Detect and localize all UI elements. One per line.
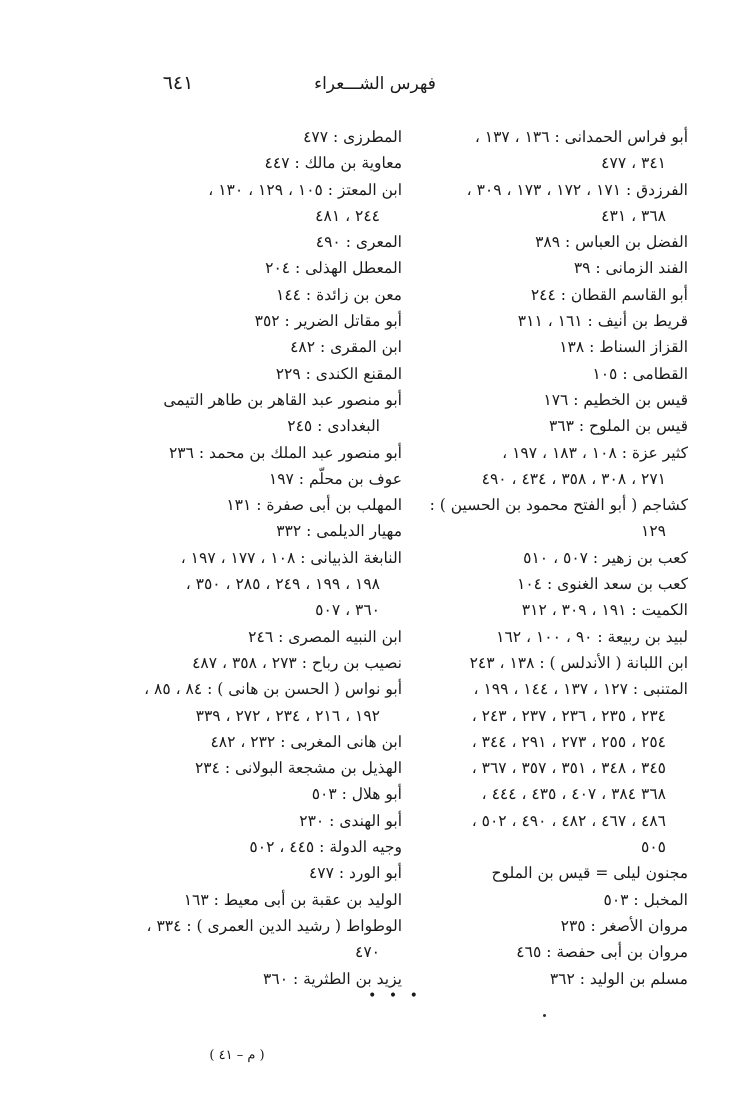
index-entry bbox=[110, 518, 402, 544]
entry-continuation-line: البغدادى : ٢٤٥ bbox=[287, 417, 380, 436]
entry-line: أبو هلال : ٥٠٣ bbox=[311, 785, 402, 804]
entry-line: أبو منصور عبد القاهر بن طاهر التيمى bbox=[163, 390, 402, 409]
index-entry bbox=[396, 229, 688, 255]
index-entry bbox=[110, 624, 402, 650]
index-entry bbox=[396, 177, 688, 230]
entry-continuation-line: ١٢٩ bbox=[641, 522, 666, 541]
index-entry bbox=[396, 624, 688, 650]
entry-line: عوف بن محلّم : ١٩٧ bbox=[268, 469, 402, 488]
index-entry bbox=[110, 255, 402, 281]
right-column bbox=[396, 124, 688, 992]
index-entry bbox=[396, 597, 688, 623]
entry-line: قيس بن الملوح : ٣٦٣ bbox=[548, 417, 688, 436]
page-number: ٦٤١ bbox=[162, 72, 194, 94]
index-entry bbox=[396, 492, 688, 545]
index-entry bbox=[396, 913, 688, 939]
index-entry bbox=[110, 177, 402, 230]
index-entry bbox=[396, 282, 688, 308]
entry-continuation-line: ٣٦٠ ، ٥٠٧ bbox=[315, 601, 380, 620]
entry-continuation-line: ١٩٢ ، ٢١٦ ، ٢٣٤ ، ٢٧٢ ، ٣٣٩ bbox=[195, 706, 380, 725]
entry-line: ابن المقرى : ٤٨٢ bbox=[290, 338, 402, 357]
entry-line: كشاجم ( أبو الفتح محمود بن الحسين ) : bbox=[429, 496, 688, 515]
entry-line: كثير عزة : ١٠٨ ، ١٨٣ ، ١٩٧ ، bbox=[502, 443, 688, 462]
signature-mark: ( م – ٤١ ) bbox=[209, 1048, 265, 1063]
section-end-ornament: • • • bbox=[368, 988, 422, 1004]
entry-line: أبو الورد : ٤٧٧ bbox=[308, 864, 402, 883]
index-entry bbox=[110, 466, 402, 492]
page-title: فهرس الشـــعراء bbox=[314, 74, 436, 94]
index-entry bbox=[110, 282, 402, 308]
index-entry bbox=[396, 545, 688, 571]
stray-dot bbox=[543, 1014, 546, 1017]
entry-line: يزيد بن الطثرية : ٣٦٠ bbox=[263, 969, 402, 988]
index-entry bbox=[396, 860, 688, 886]
entry-line: المطرزى : ٤٧٧ bbox=[303, 128, 402, 146]
entry-line: ابن هانى المغربى : ٢٣٢ ، ٤٨٢ bbox=[210, 732, 402, 751]
entry-continuation-line: ٢٥٤ ، ٢٥٥ ، ٢٧٣ ، ٢٩١ ، ٣٤٤ ، bbox=[471, 732, 666, 751]
index-entry bbox=[396, 413, 688, 439]
entry-line: الهذيل بن مشجعة البولانى : ٢٣٤ bbox=[194, 759, 402, 778]
entry-line: كعب بن زهير : ٥٠٧ ، ٥١٠ bbox=[523, 548, 688, 567]
index-entry bbox=[110, 440, 402, 466]
entry-continuation-line: ٣٦٨ ٣٨٤ ، ٤٠٧ ، ٤٣٥ ، ٤٤٤ ، bbox=[481, 785, 666, 804]
entry-continuation-line: ٢٧١ ، ٣٠٨ ، ٣٥٨ ، ٤٣٤ ، ٤٩٠ bbox=[481, 469, 666, 488]
entry-line: مسلم بن الوليد : ٣٦٢ bbox=[549, 969, 688, 988]
index-entry bbox=[110, 755, 402, 781]
index-entry bbox=[396, 124, 688, 177]
entry-line: الفرزدق : ١٧١ ، ١٧٢ ، ١٧٣ ، ٣٠٩ ، bbox=[466, 180, 688, 199]
entry-line: الفند الزمانى : ٣٩ bbox=[573, 259, 688, 278]
entry-line: المعرى : ٤٩٠ bbox=[315, 233, 402, 252]
index-entry bbox=[110, 729, 402, 755]
entry-continuation-line: ٣٦٨ ، ٤٣١ bbox=[601, 206, 666, 225]
entry-continuation-line: ١٩٨ ، ١٩٩ ، ٢٤٩ ، ٢٨٥ ، ٣٥٠ ، bbox=[185, 575, 380, 594]
index-entry bbox=[396, 939, 688, 965]
index-entry bbox=[110, 781, 402, 807]
entry-line: الوطواط ( رشيد الدين العمرى ) : ٣٣٤ ، bbox=[146, 916, 402, 935]
index-entry bbox=[396, 676, 688, 860]
entry-line: القطامى : ١٠٥ bbox=[592, 364, 688, 383]
index-entry bbox=[110, 676, 402, 729]
entry-continuation-line: ٥٠٥ bbox=[641, 838, 666, 857]
entry-line: أبو منصور عبد الملك بن محمد : ٢٣٦ bbox=[168, 443, 402, 462]
entry-line: الوليد بن عقبة بن أبى معيط : ١٦٣ bbox=[183, 890, 402, 909]
entry-continuation-line: ٢٤٤ ، ٤٨١ bbox=[315, 206, 380, 225]
entry-line: النابغة الذبيانى : ١٠٨ ، ١٧٧ ، ١٩٧ ، bbox=[180, 548, 402, 567]
entry-continuation-line: ٢٣٤ ، ٢٣٥ ، ٢٣٦ ، ٢٣٧ ، ٢٤٣ ، bbox=[471, 706, 666, 725]
entry-line: المتنبى : ١٢٧ ، ١٣٧ ، ١٤٤ ، ١٩٩ ، bbox=[473, 680, 688, 699]
index-entry bbox=[396, 966, 688, 992]
index-entry bbox=[110, 860, 402, 886]
entry-line: أبو القاسم القطان : ٢٤٤ bbox=[530, 285, 688, 304]
index-entry bbox=[110, 492, 402, 518]
index-entry bbox=[396, 440, 688, 493]
entry-line: مجنون ليلى = قيس بن الملوح bbox=[491, 864, 688, 883]
index-entry bbox=[110, 913, 402, 966]
entry-line: المهلب بن أبى صفرة : ١٣١ bbox=[226, 496, 402, 515]
index-entry bbox=[110, 334, 402, 360]
entry-line: مهيار الديلمى : ٣٣٢ bbox=[276, 522, 402, 541]
entry-line: المعطل الهذلى : ٢٠٤ bbox=[265, 259, 402, 278]
entry-line: معن بن زائدة : ١٤٤ bbox=[276, 285, 402, 304]
index-entry bbox=[396, 334, 688, 360]
entry-line: ابن المعتز : ١٠٥ ، ١٢٩ ، ١٣٠ ، bbox=[208, 180, 402, 199]
index-entry bbox=[396, 571, 688, 597]
index-entry bbox=[110, 545, 402, 624]
index-entry bbox=[110, 387, 402, 440]
entry-line: قريط بن أنيف : ١٦١ ، ٣١١ bbox=[517, 312, 688, 331]
entry-line: الكميت : ١٩١ ، ٣٠٩ ، ٣١٢ bbox=[521, 601, 688, 620]
index-entry bbox=[396, 255, 688, 281]
entry-line: أبو مقاتل الضرير : ٣٥٢ bbox=[254, 312, 402, 331]
index-entry bbox=[396, 650, 688, 676]
entry-line: المقنع الكندى : ٢٢٩ bbox=[275, 364, 402, 383]
index-entry bbox=[110, 808, 402, 834]
index-entry bbox=[110, 887, 402, 913]
index-entry bbox=[110, 308, 402, 334]
entry-line: ابن اللبانة ( الأندلس ) : ١٣٨ ، ٢٤٣ bbox=[469, 653, 688, 672]
entry-line: أبو فراس الحمدانى : ١٣٦ ، ١٣٧ ، bbox=[474, 128, 688, 146]
entry-line: نصيب بن رباح : ٢٧٣ ، ٣٥٨ ، ٤٨٧ bbox=[192, 653, 402, 672]
entry-line: أبو نواس ( الحسن بن هانى ) : ٨٤ ، ٨٥ ، bbox=[144, 680, 402, 699]
index-entry bbox=[110, 150, 402, 176]
entry-continuation-line: ٤٨٦ ، ٤٦٧ ، ٤٨٢ ، ٤٩٠ ، ٥٠٢ ، bbox=[471, 811, 666, 830]
entry-line: كعب بن سعد الغنوى : ١٠٤ bbox=[517, 575, 688, 594]
entry-line: الفضل بن العباس : ٣٨٩ bbox=[535, 233, 688, 252]
entry-line: ابن النبيه المصرى : ٢٤٦ bbox=[248, 627, 402, 646]
entry-line: القزاز السناط : ١٣٨ bbox=[559, 338, 688, 357]
entry-line: المخبل : ٥٠٣ bbox=[603, 890, 688, 909]
entry-continuation-line: ٣٤٥ ، ٣٤٨ ، ٣٥١ ، ٣٥٧ ، ٣٦٧ ، bbox=[471, 759, 666, 778]
entry-line: قيس بن الخطيم : ١٧٦ bbox=[543, 390, 688, 409]
entry-line: وجيه الدولة : ٤٤٥ ، ٥٠٢ bbox=[249, 838, 402, 857]
index-entry bbox=[396, 387, 688, 413]
left-column bbox=[110, 124, 402, 992]
entry-line: لبيد بن ربيعة : ٩٠ ، ١٠٠ ، ١٦٢ bbox=[496, 627, 688, 646]
index-entry bbox=[396, 361, 688, 387]
index-entry bbox=[110, 834, 402, 860]
entry-line: معاوية بن مالك : ٤٤٧ bbox=[264, 154, 402, 173]
entry-line: مروان بن أبى حفصة : ٤٦٥ bbox=[516, 943, 688, 962]
entry-continuation-line: ٤٧٠ bbox=[355, 943, 380, 962]
index-entry bbox=[110, 650, 402, 676]
index-entry bbox=[110, 124, 402, 150]
index-entry bbox=[396, 308, 688, 334]
entry-continuation-line: ٣٤١ ، ٤٧٧ bbox=[601, 154, 666, 173]
index-entry bbox=[396, 887, 688, 913]
entry-line: مروان الأصغر : ٢٣٥ bbox=[560, 916, 688, 935]
entry-line: أبو الهندى : ٢٣٠ bbox=[299, 811, 402, 830]
index-entry bbox=[110, 229, 402, 255]
index-entry bbox=[110, 361, 402, 387]
